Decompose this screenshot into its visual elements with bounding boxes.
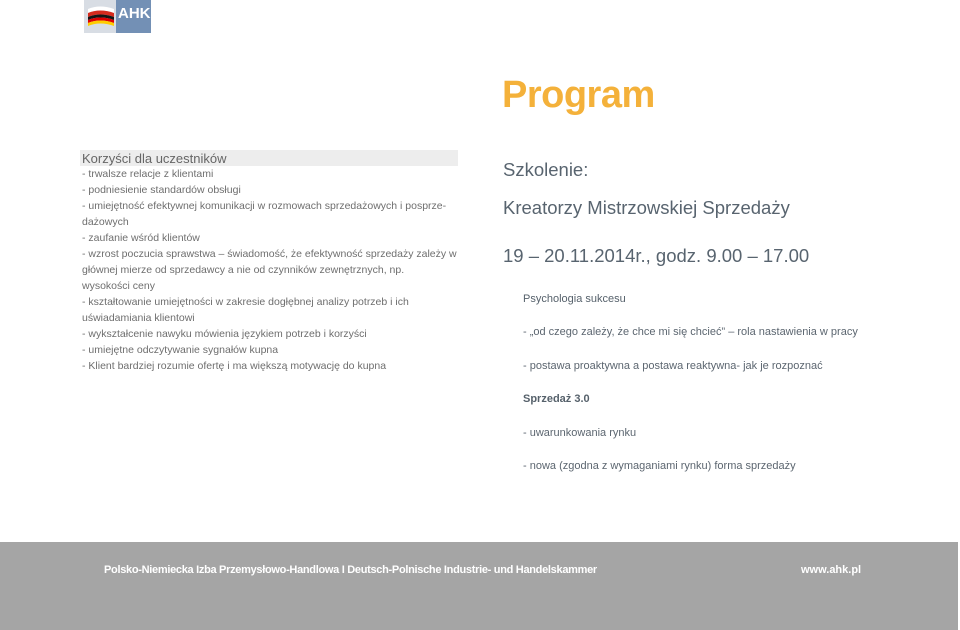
benefits-list xyxy=(80,166,458,374)
training-label: Szkolenie: xyxy=(503,159,589,180)
benefit-line: wysokości ceny xyxy=(82,280,155,292)
benefit-line: - trwalsze relacje z klientami xyxy=(82,168,214,180)
agenda-item: - „od czego zależy, że chce mi się chcieć” – rola nastawienia w pracy xyxy=(523,326,858,339)
logo-text: AHK xyxy=(118,5,151,22)
agenda-item: - nowa (zgodna z wymaganiami rynku) forma sprzedaży xyxy=(523,459,796,472)
agenda-item: - uwarunkowania rynku xyxy=(523,426,637,439)
footer-website-link[interactable]: www.ahk.pl xyxy=(801,564,862,576)
training-date: 19 – 20.11.2014r., godz. 9.00 – 17.00 xyxy=(503,245,810,266)
ahk-logo xyxy=(84,0,151,33)
program-agenda xyxy=(523,283,858,483)
training-name: Kreatorzy Mistrzowskiej Sprzedaży xyxy=(503,197,790,218)
benefit-line: - kształtowanie umiejętności w zakresie dogłębnej analizy potrzeb i ich xyxy=(82,296,409,308)
benefit-line: - zaufanie wśród klientów xyxy=(82,232,200,244)
flags-icon xyxy=(88,7,114,27)
agenda-item: - postawa proaktywna a postawa reaktywna- jak je rozpoznać xyxy=(523,359,823,372)
benefit-line: - wzrost poczucia sprawstwa – świadomość, że efektywność sprzedaży zależy w xyxy=(82,248,457,260)
page-title: Program xyxy=(502,74,655,116)
benefit-line: - Klient bardziej rozumie ofertę i ma większą motywację do kupna xyxy=(82,360,387,372)
footer-bar xyxy=(0,542,958,630)
benefit-line: - wykształcenie nawyku mówienia językiem potrzeb i korzyści xyxy=(82,328,367,340)
benefit-line: - umiejętność efektywnej komunikacji w rozmowach sprzedażowych i posprze- xyxy=(82,200,447,212)
section-title-sales: Sprzedaż 3.0 xyxy=(523,393,590,406)
benefit-line: - umiejętne odczytywanie sygnałów kupna xyxy=(82,344,279,356)
footer-organization: Polsko-Niemiecka Izba Przemysłowo-Handlowa I Deutsch-Polnische Industrie- und Handelskammer xyxy=(104,564,597,576)
benefit-line: dażowych xyxy=(82,216,129,228)
benefit-line: - podniesienie standardów obsługi xyxy=(82,184,241,196)
section-title-psychology: Psychologia sukcesu xyxy=(523,293,626,305)
benefit-line: uświadamiania klientowi xyxy=(82,312,195,324)
benefit-line: głównej mierze od sprzedawcy a nie od czynników zewnętrznych, np. xyxy=(82,264,405,276)
benefits-heading: Korzyści dla uczestników xyxy=(80,150,458,166)
benefits-section xyxy=(80,150,458,374)
